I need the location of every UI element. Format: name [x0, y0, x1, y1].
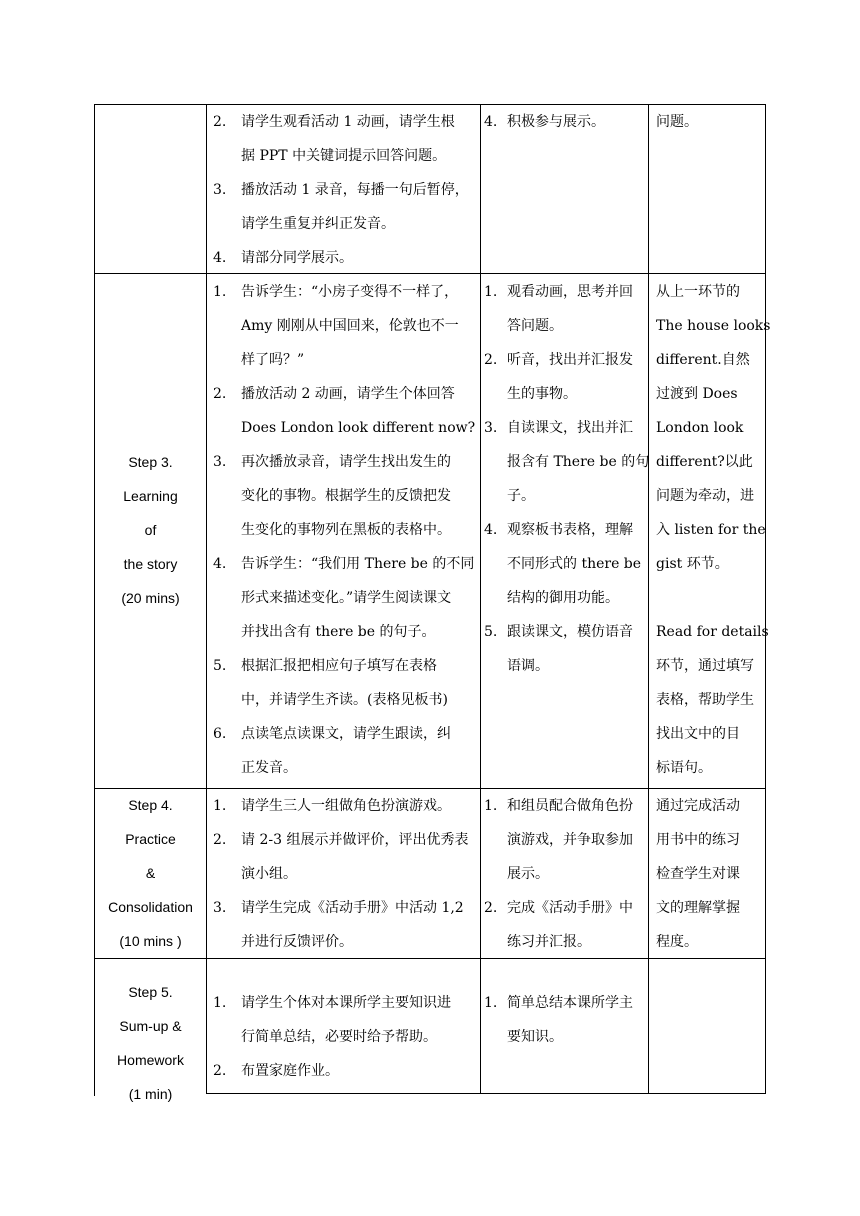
- table-column-border: [648, 104, 649, 1094]
- student-activity-text: 演游戏，并争取参加: [507, 832, 633, 848]
- teacher-activity-text: 行简单总结，必要时给予帮助。: [241, 1029, 437, 1045]
- student-item-number: 4.: [484, 114, 498, 130]
- purpose-text: gist 环节。: [656, 556, 729, 572]
- student-item-number: 1.: [484, 995, 498, 1011]
- purpose-text: London look: [656, 420, 744, 436]
- step-label: Step 4.: [128, 797, 173, 813]
- student-item-number: 2.: [484, 900, 498, 916]
- teacher-activity-text: 请学生重复并纠正发音。: [241, 216, 395, 232]
- table-row-border: [94, 958, 766, 959]
- purpose-text: different?以此: [656, 454, 753, 470]
- purpose-text: 问题为牵动，进: [656, 488, 754, 504]
- purpose-text: 程度。: [656, 934, 698, 950]
- purpose-text: 检查学生对课: [656, 866, 740, 882]
- teacher-activity-text: 并找出含有 there be 的句子。: [241, 624, 436, 640]
- step-label: (1 min): [128, 1086, 173, 1102]
- step-label: &: [145, 865, 156, 881]
- student-activity-text: 积极参与展示。: [507, 114, 605, 130]
- purpose-text: 标语句。: [656, 760, 712, 776]
- teacher-item-number: 4.: [213, 250, 227, 266]
- purpose-text: The house looks: [656, 318, 771, 334]
- student-item-number: 1.: [484, 798, 498, 814]
- teacher-activity-text: 再次播放录音，请学生找出发生的: [241, 454, 451, 470]
- student-activity-text: 生的事物。: [507, 386, 577, 402]
- student-activity-text: 展示。: [507, 866, 549, 882]
- step-label: of: [144, 522, 157, 538]
- student-activity-text: 要知识。: [507, 1029, 563, 1045]
- step-label: Consolidation: [108, 899, 193, 915]
- teacher-activity-text: 请 2-3 组展示并做评价，评出优秀表: [241, 832, 469, 848]
- student-activity-text: 答问题。: [507, 318, 563, 334]
- teacher-activity-text: 演小组。: [241, 866, 297, 882]
- student-activity-text: 完成《活动手册》中: [507, 900, 633, 916]
- teacher-item-number: 2.: [213, 386, 227, 402]
- teacher-activity-text: 请学生三人一组做角色扮演游戏。: [241, 798, 451, 814]
- teacher-item-number: 2.: [213, 832, 227, 848]
- teacher-activity-text: 布置家庭作业。: [241, 1063, 339, 1079]
- purpose-text: 文的理解掌握: [656, 900, 740, 916]
- step-label: Sum-up &: [119, 1018, 182, 1034]
- table-row-border: [94, 104, 766, 105]
- purpose-text: 通过完成活动: [656, 798, 740, 814]
- purpose-text: 用书中的练习: [656, 832, 740, 848]
- teacher-item-number: 5.: [213, 658, 227, 674]
- table-row-border: [94, 788, 766, 789]
- step-label: Learning: [123, 488, 178, 504]
- teacher-activity-text: 生变化的事物列在黑板的表格中。: [241, 522, 451, 538]
- student-item-number: 5.: [484, 624, 498, 640]
- teacher-activity-text: 变化的事物。根据学生的反馈把发: [241, 488, 451, 504]
- student-activity-text: 子。: [507, 488, 535, 504]
- step-label: (10 mins ): [119, 933, 182, 949]
- purpose-text: different.自然: [656, 352, 750, 368]
- step-label: Step 3.: [128, 454, 173, 470]
- student-activity-text: 结构的御用功能。: [507, 590, 619, 606]
- teacher-item-number: 3.: [213, 182, 227, 198]
- purpose-text: 过渡到 Does: [656, 386, 738, 402]
- student-activity-text: 报含有 There be 的句: [507, 454, 650, 470]
- teacher-activity-text: 正发音。: [241, 760, 297, 776]
- teacher-activity-text: 告诉学生：“小房子变得不一样了，: [241, 284, 459, 300]
- student-activity-text: 练习并汇报。: [507, 934, 591, 950]
- teacher-activity-text: 样了吗？”: [241, 352, 305, 368]
- teacher-activity-text: 请学生个体对本课所学主要知识进: [241, 995, 451, 1011]
- step-label: the story: [123, 556, 178, 572]
- purpose-text: 环节，通过填写: [656, 658, 754, 674]
- table-row-border: [94, 273, 766, 274]
- student-item-number: 4.: [484, 522, 498, 538]
- teacher-item-number: 4.: [213, 556, 227, 572]
- teacher-item-number: 2.: [213, 1063, 227, 1079]
- step-label: Homework: [117, 1052, 184, 1068]
- teacher-activity-text: 请部分同学展示。: [241, 250, 353, 266]
- teacher-activity-text: 请学生完成《活动手册》中活动 1,2: [241, 900, 464, 916]
- teacher-activity-text: 形式来描述变化。”请学生阅读课文: [241, 590, 452, 606]
- teacher-item-number: 2.: [213, 114, 227, 130]
- student-activity-text: 和组员配合做角色扮: [507, 798, 633, 814]
- teacher-activity-text: 中，并请学生齐读。(表格见板书): [241, 692, 448, 708]
- purpose-text: 找出文中的目: [656, 726, 740, 742]
- student-activity-text: 观看动画，思考并回: [507, 284, 633, 300]
- student-activity-text: 不同形式的 there be: [507, 556, 642, 572]
- student-activity-text: 跟读课文，模仿语音: [507, 624, 633, 640]
- step-label: Practice: [125, 831, 176, 847]
- teacher-activity-text: 播放活动 1 录音，每播一句后暂停，: [241, 182, 469, 198]
- teacher-item-number: 3.: [213, 900, 227, 916]
- purpose-text: 问题。: [656, 114, 698, 130]
- teacher-item-number: 1.: [213, 995, 227, 1011]
- teacher-item-number: 6.: [213, 726, 227, 742]
- purpose-text: 入 listen for the: [656, 522, 766, 538]
- teacher-activity-text: 播放活动 2 动画，请学生个体回答: [241, 386, 455, 402]
- teacher-activity-text: 告诉学生：“我们用 There be 的不同: [241, 556, 475, 572]
- teacher-activity-text: 并进行反馈评价。: [241, 934, 353, 950]
- student-item-number: 3.: [484, 420, 498, 436]
- table-column-border: [480, 104, 481, 1094]
- student-activity-text: 听音，找出并汇报发: [507, 352, 633, 368]
- teacher-activity-text: Amy 刚刚从中国回来，伦敦也不一: [241, 318, 459, 334]
- student-activity-text: 语调。: [507, 658, 549, 674]
- teacher-activity-text: 点读笔点读课文，请学生跟读，纠: [241, 726, 451, 742]
- teacher-activity-text: 请学生观看活动 1 动画，请学生根: [241, 114, 455, 130]
- teacher-activity-text: 据 PPT 中关键词提示回答问题。: [241, 148, 447, 164]
- table-column-border: [765, 104, 766, 1094]
- step-label: (20 mins): [121, 590, 180, 606]
- table-bottom-border: [206, 1093, 766, 1094]
- teacher-item-number: 3.: [213, 454, 227, 470]
- purpose-text: Read for details: [656, 624, 769, 640]
- student-item-number: 1.: [484, 284, 498, 300]
- step-label: Step 5.: [128, 984, 173, 1000]
- student-item-number: 2.: [484, 352, 498, 368]
- teacher-item-number: 1.: [213, 284, 227, 300]
- student-activity-text: 观察板书表格，理解: [507, 522, 633, 538]
- student-activity-text: 简单总结本课所学主: [507, 995, 633, 1011]
- teacher-activity-text: 根据汇报把相应句子填写在表格: [241, 658, 437, 674]
- purpose-text: 从上一环节的: [656, 284, 740, 300]
- teacher-item-number: 1.: [213, 798, 227, 814]
- student-activity-text: 自读课文，找出并汇: [507, 420, 633, 436]
- purpose-text: 表格，帮助学生: [656, 692, 754, 708]
- teacher-activity-text: Does London look different now?: [241, 420, 476, 436]
